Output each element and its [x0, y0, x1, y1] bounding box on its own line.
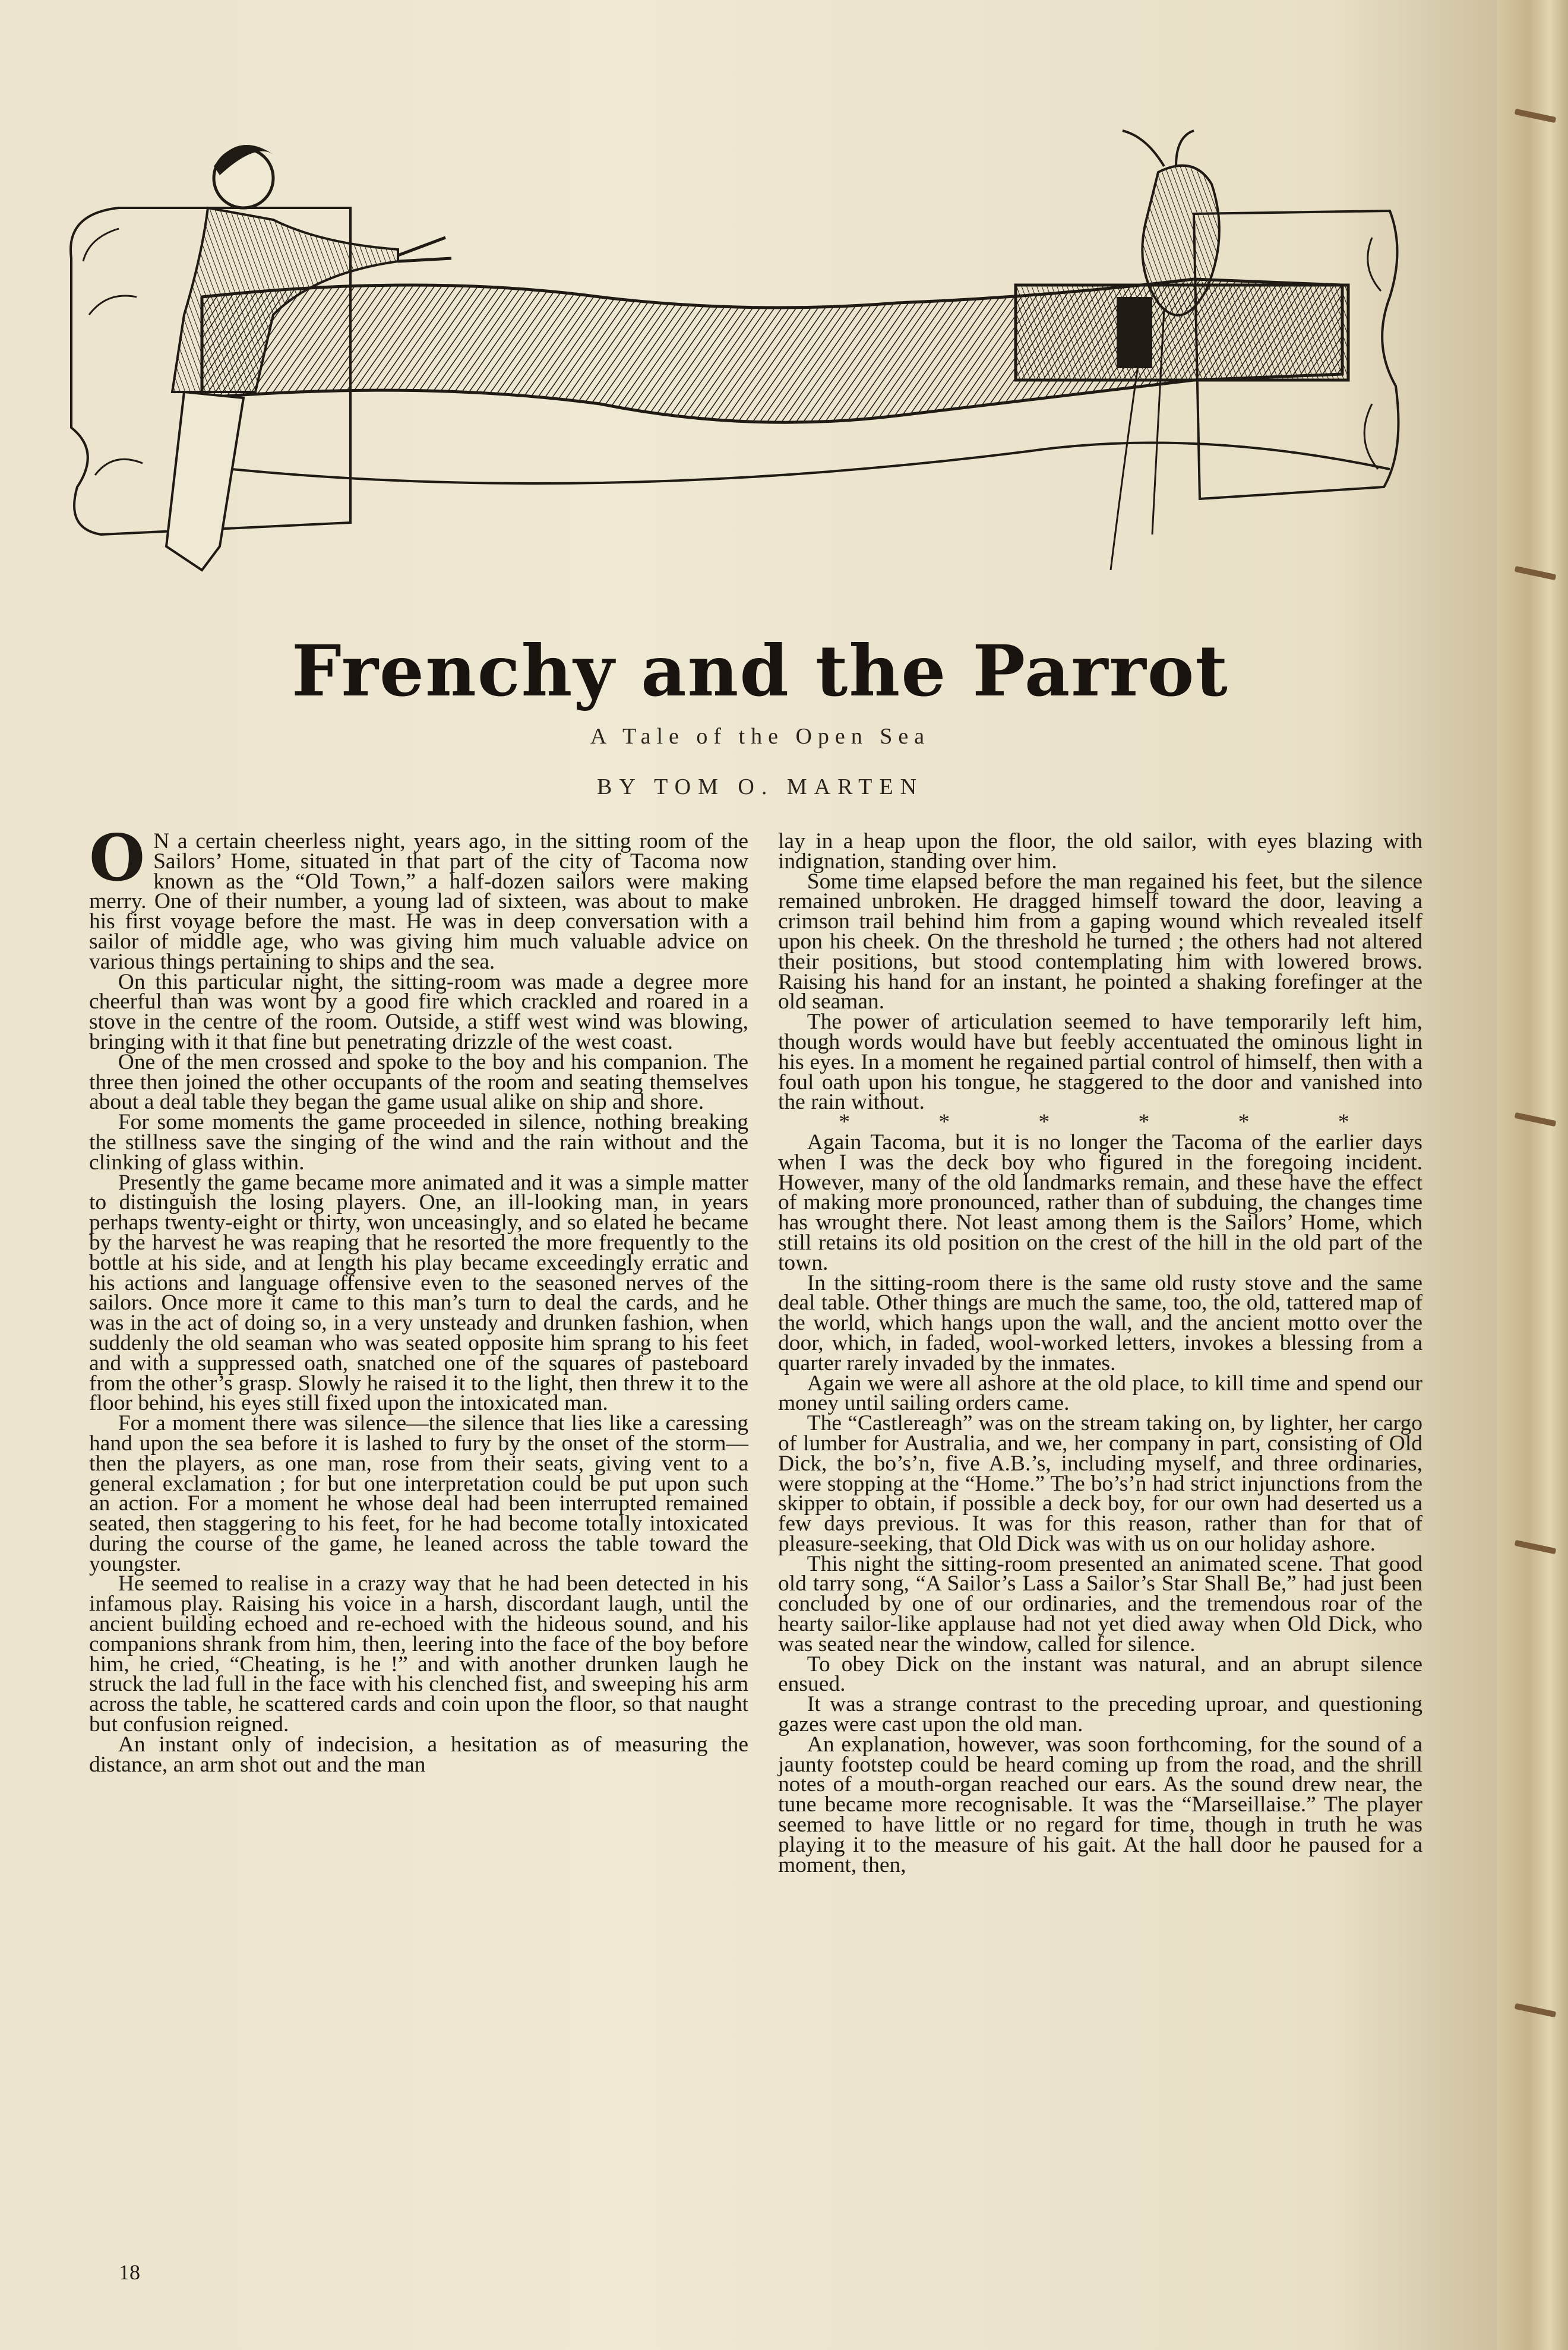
article-title: Frenchy and the Parrot	[292, 630, 1229, 712]
paragraph: An explanation, however, was soon forthcoming, for the sound of a jaunty footstep could be heard coming up from the road, and the shrill notes of a mouth-organ reached our ears. As the sound drew near, the tune became more recognisable. It was the “Marseillaise.” The player seemed to have little or no regard for time, though in truth he was playing it to the measure of his gait. At the hall door he paused for a moment, then,	[778, 1732, 1422, 1877]
boy-and-parrot-on-bowsprit-illustration	[65, 119, 1408, 653]
binding-tab	[1515, 109, 1557, 123]
page-number: 18	[119, 2260, 140, 2284]
binding-tab	[1515, 566, 1557, 580]
paragraph: Presently the game became more animated and it was a simple matter to distinguish the losing players. One, an ill-looking man, in years perhaps twenty-eight or thirty, won unceasingly, and so elated he became by the harvest he was reaping that he resorted the more frequently to the bottle at his side, and at length his play became exceedingly erratic and his actions and language offensive even to the seasoned nerves of the sailors. Once more it came to this man’s turn to deal the cards, and he was in the act of doing so, in a very unsteady and drunken fashion, when suddenly the old seaman who was seated opposite him sprang to his feet and with a suppressed oath, snatched one of the squares of pasteboard from the other’s grasp. Slowly he raised it to the light, then threw it to the floor behind, his eyes still fixed upon the intoxicated man.	[89, 1170, 748, 1416]
paragraph: The power of articulation seemed to have temporarily left him, though words would have but feebly accentuated the ominous light in his eyes. In a moment he regained partial control of himself, then with a foul oath upon his tongue, he staggered to the door and vanished into the rain without.	[778, 1010, 1422, 1115]
paragraph: lay in a heap upon the floor, the old sailor, with eyes blazing with indignation, standing over him.	[778, 829, 1422, 874]
paragraph: Again Tacoma, but it is no longer the Tacoma of the earlier days when I was the deck boy who figured in the foregoing incident. However, many of the old landmarks remain, and these have the effect of making more pronounced, rather than of subduing, the changes time has wrought there. Not least among them is the Sailors’ Home, which still retains its old position on the crest of the hill in the old part of the town.	[778, 1130, 1422, 1275]
paragraph: To obey Dick on the instant was natural, and an abrupt silence ensued.	[778, 1652, 1422, 1697]
paragraph: O N a certain cheerless night, years ago, in the sitting room of the Sailors’ Home, situated in that part of the city of Tacoma now known as the “Old Town,” a half-dozen sailors were making merry. One of their number, a young lad of sixteen, was about to make his first voyage before the mast. He was in deep conversation with a sailor of middle age, who was giving him much valuable advice on various things pertaining to ships and the sea.	[89, 821, 748, 974]
paragraph: An instant only of indecision, a hesitation as of measuring the distance, an arm shot out and the man	[89, 1732, 748, 1777]
paragraph: One of the men crossed and spoke to the boy and his companion. The three then joined the other occupants of the room and seating themselves about a deal table they began the game usual alike on ship and shore.	[89, 1049, 748, 1115]
paragraph: For some moments the game proceeded in silence, nothing breaking the stillness save the singing of the wind and the rain without and the clinking of glass within.	[89, 1110, 748, 1175]
article-subtitle: A Tale of the Open Sea	[590, 724, 931, 749]
paragraph: He seemed to realise in a crazy way that he had been detected in his infamous play. Raising his voice in a harsh, discordant laugh, until the ancient building echoed and re-echoed with the hideous sound, and his companions shrank from him, then, leering into the face of the boy before him, he cried, “Cheating, is he !” and with another drunken laugh he struck the lad full in the face with his clenched fist, and sweeping his arm across the table, he scattered cards and coin upon the floor, so that naught but confusion reigned.	[89, 1571, 748, 1737]
drop-cap: O	[89, 821, 146, 896]
binding-tab	[1515, 2003, 1557, 2017]
paragraph: It was a strange contrast to the preceding uproar, and questioning gazes were cast upon the old man.	[778, 1692, 1422, 1737]
text-column-right	[778, 831, 1422, 1875]
text-column-left	[89, 821, 748, 1777]
article-byline: BY TOM O. MARTEN	[596, 774, 924, 799]
binding-tab	[1515, 1112, 1557, 1127]
section-break: * * * * * *	[839, 1110, 1391, 1135]
paragraph: The “Castlereagh” was on the stream taking on, by lighter, her cargo of lumber for Australia, and we, her company in part, consisting of Old Dick, the bo’s’n, five A.B.’s, including myself, and three ordinaries, were stopping at the “Home.” The bo’s’n had strict injunctions from the skipper to obtain, if possible a deck boy, for our own had deserted us a few days previous. It was for this reason, rather than for that of pleasure-seeking, that Old Dick was with us on our holiday ashore.	[778, 1411, 1422, 1556]
paragraph: On this particular night, the sitting-room was made a degree more cheerful than was wont by a good fire which crackled and roared in a stove in the centre of the room. Outside, a stiff west wind was blowing, bringing with it that fine but penetrating drizzle of the west coast.	[89, 969, 748, 1054]
paragraph: In the sitting-room there is the same old rusty stove and the same deal table. Other things are much the same, too, the old, tattered map of the world, which hangs upon the wall, and the ancient motto over the door, which, in faded, wool-worked letters, invokes a blessing from a quarter rarely invaded by the inmates.	[778, 1270, 1422, 1375]
binding-tab	[1515, 1540, 1557, 1554]
paragraph: For a moment there was silence—the silence that lies like a caressing hand upon the sea before it is lashed to fury by the onset of the storm—then the players, as one man, rose from their seats, giving vent to a general exclamation ; for but one interpretation could be put upon such an action. For a moment he whose deal had been interrupted remained seated, then staggering to his feet, for he had become totally intoxicated during the course of the game, he leaned across the table toward the youngster.	[89, 1411, 748, 1576]
paragraph: Some time elapsed before the man regained his feet, but the silence remained unbroken. He dragged himself toward the door, leaving a crimson trail behind him from a gaping wound which revealed itself upon his cheek. On the threshold he turned ; the others had not altered their positions, but stood contemplating him with lowered brows. Raising his hand for an instant, he pointed a shaking forefinger at the old seaman.	[778, 869, 1422, 1014]
page-binding-edge	[1497, 0, 1568, 2350]
paragraph: Again we were all ashore at the old place, to kill time and spend our money until sailing orders came.	[778, 1371, 1422, 1416]
paragraph: This night the sitting-room presented an animated scene. That good old tarry song, “A Sailor’s Lass a Sailor’s Star Shall Be,” had just been concluded by one of our ordinaries, and the tremendous roar of the hearty sailor-like applause had not yet died away when Old Dick, who was seated near the window, called for silence.	[778, 1551, 1422, 1656]
